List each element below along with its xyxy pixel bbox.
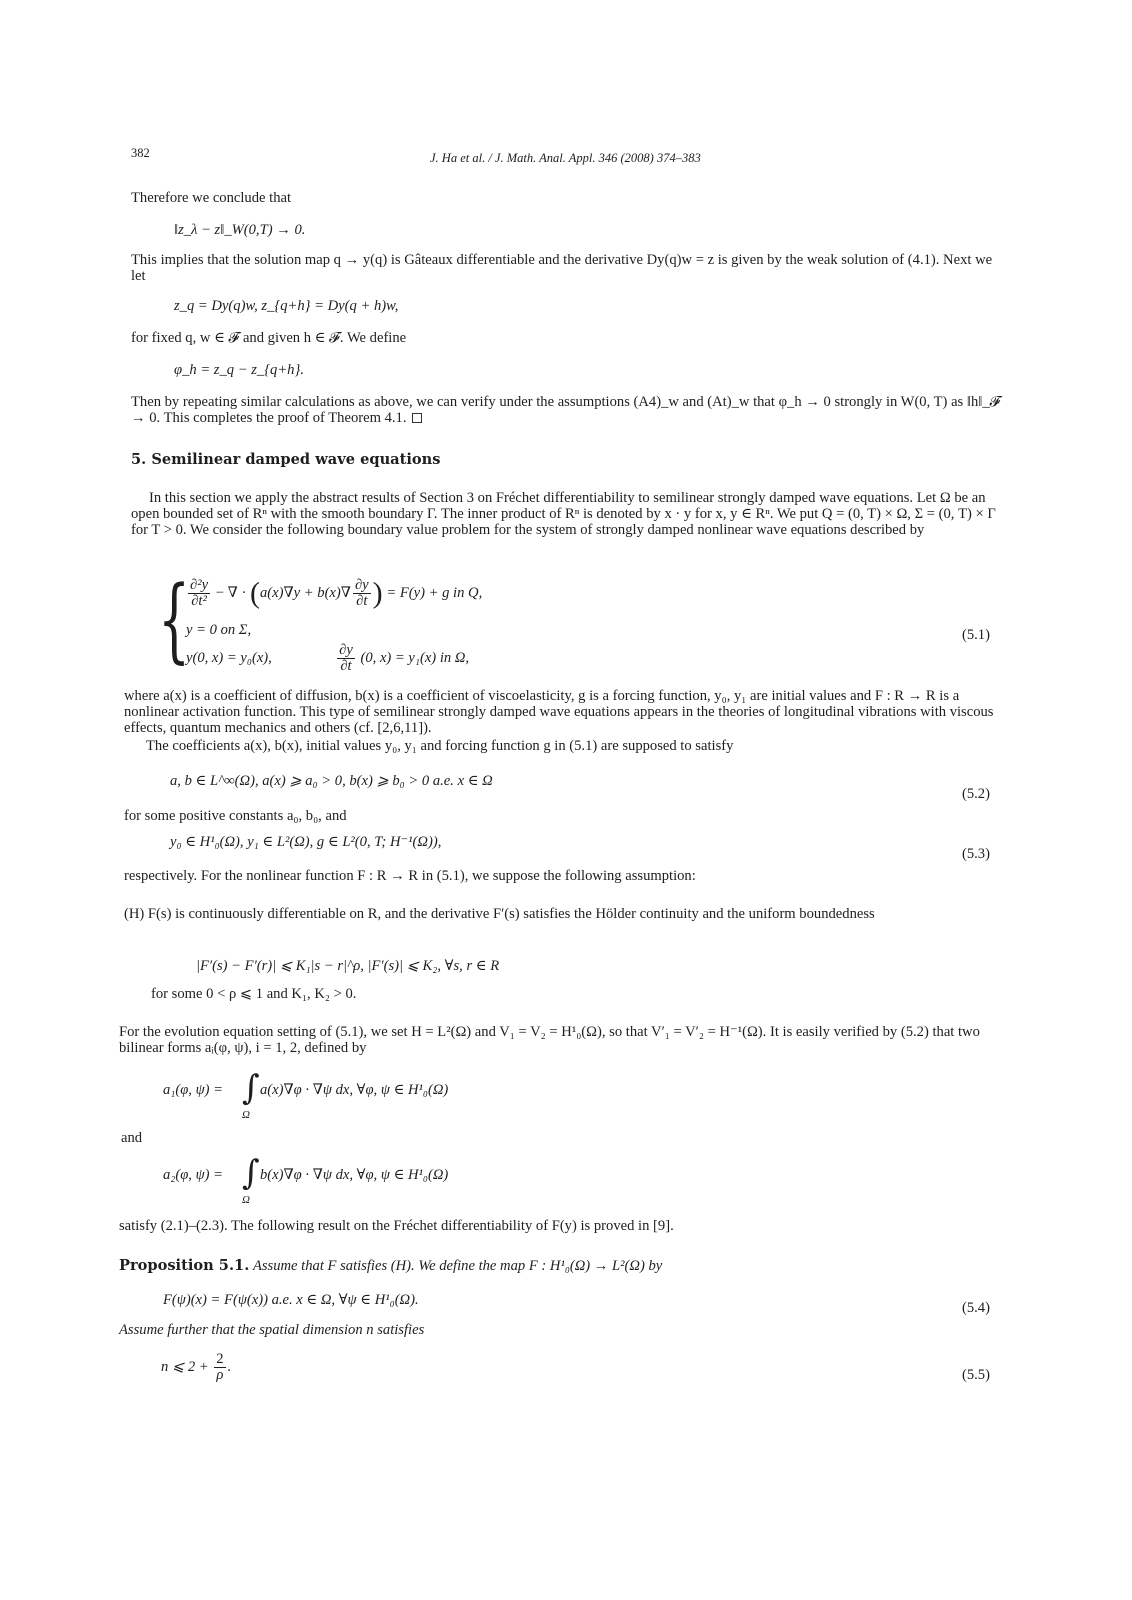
equation: z_q = Dy(q)w, z_{q+h} = Dy(q + h)w, bbox=[174, 298, 399, 314]
paragraph: and bbox=[121, 1130, 143, 1146]
integral-sign: ∫ bbox=[242, 1068, 260, 1108]
paragraph: for some positive constants a₀, b₀, and bbox=[124, 808, 347, 824]
paragraph: respectively. For the nonlinear function F : R → R in (5.1), we suppose the following assumption: bbox=[124, 868, 696, 884]
system-line-2: y = 0 on Σ, bbox=[186, 622, 252, 638]
paragraph-text: Then by repeating similar calculations as above, we can verify under the assumptions (A4)_w and (At)_w that φ_h → 0 strongly in W(0, T) as ‖h‖_𝓕 → 0. This completes the proof of Theorem 4.1. bbox=[131, 394, 1001, 426]
equation-number: (5.5) bbox=[962, 1367, 990, 1383]
equation-lhs: a₁(φ, ψ) = bbox=[163, 1082, 224, 1098]
system-line-1: $\frac{\text{∂²y}}{\text{∂t²}}$ − ∇ · (a(x)∇y + b(x)∇ $\frac{\partial y}{\partial t}$ ) = F(y) + g in Q, bbox=[190, 576, 483, 610]
paragraph: This implies that the solution map q → y(q) is Gâteaux differentiable and the derivative Dy(q)w = z is given by the weak solution of (4.1). Next we let bbox=[131, 252, 993, 284]
equation-rhs: a(x)∇φ · ∇ψ dx, ∀φ, ψ ∈ H¹₀(Ω) bbox=[260, 1082, 449, 1098]
equation: |F′(s) − F′(r)| ⩽ K₁|s − r|^ρ, |F′(s)| ⩽ K₂, ∀s, r ∈ R bbox=[196, 958, 500, 974]
assumption-h: (H) F(s) is continuously differentiable on R, and the derivative F′(s) satisfies the Hölder continuity and the uniform boundedness bbox=[124, 906, 875, 922]
paragraph: In this section we apply the abstract results of Section 3 on Fréchet differentiability to semilinear strongly damped wave equations. Let Ω be an open bounded set of Rⁿ with the smooth boundary Γ. The inner product of Rⁿ is denoted by x · y for x, y ∈ Rⁿ. We put Q = (0, T) × Ω, Σ = (0, T) × Γ for T > 0. We consider the following boundary value problem for the system of strongly damped nonlinear wave equations described by bbox=[131, 490, 996, 538]
paragraph: for some 0 < ρ ⩽ 1 and K₁, K₂ > 0. bbox=[151, 986, 357, 1002]
paragraph: The coefficients a(x), b(x), initial values y₀, y₁ and forcing function g in (5.1) are supposed to satisfy bbox=[146, 738, 734, 754]
page-number: 382 bbox=[131, 146, 150, 160]
equation-number: (5.4) bbox=[962, 1300, 990, 1316]
equation-number: (5.2) bbox=[962, 786, 990, 802]
fraction: $\frac{2}{\rho}$ bbox=[216, 1351, 224, 1383]
equation: y₀ ∈ H¹₀(Ω), y₁ ∈ L²(Ω), g ∈ L²(0, T; H⁻¹(Ω)), bbox=[170, 834, 442, 850]
equation-lhs: a₂(φ, ψ) = bbox=[163, 1167, 224, 1183]
integral-domain: Ω bbox=[242, 1109, 250, 1121]
left-brace: { bbox=[158, 566, 191, 673]
proposition-label: Proposition 5.1. bbox=[119, 1257, 250, 1274]
equation-rhs: b(x)∇φ · ∇ψ dx, ∀φ, ψ ∈ H¹₀(Ω) bbox=[260, 1167, 449, 1183]
equation: ‖z_λ − z‖_W(0,T) → 0. bbox=[174, 222, 306, 238]
paragraph: for fixed q, w ∈ 𝓕 and given h ∈ 𝓕. We define bbox=[131, 330, 407, 346]
equation: a, b ∈ L^∞(Ω), a(x) ⩾ a₀ > 0, b(x) ⩾ b₀ > 0 a.e. x ∈ Ω bbox=[170, 773, 493, 789]
section-title: 5. Semilinear damped wave equations bbox=[131, 451, 441, 468]
equation-number: (5.3) bbox=[962, 846, 990, 862]
proposition-text: Assume further that the spatial dimension n satisfies bbox=[119, 1322, 425, 1338]
integral-sign: ∫ bbox=[242, 1153, 260, 1193]
equation: φ_h = z_q − z_{q+h}. bbox=[174, 362, 304, 378]
proposition bbox=[119, 1258, 662, 1274]
running-title: J. Ha et al. / J. Math. Anal. Appl. 346 (2008) 374–383 bbox=[430, 151, 701, 165]
fraction: $\frac{\partial y}{\partial t}$ bbox=[354, 577, 369, 609]
paragraph bbox=[131, 394, 1001, 426]
system-line-3: y(0, x) = y₀(x), $\frac{\partial y}{\partial t}$ (0, x) = y₁(x) in Ω, bbox=[186, 642, 470, 674]
integral-domain: Ω bbox=[242, 1194, 250, 1206]
equation: F(ψ)(x) = F(ψ(x)) a.e. x ∈ Ω, ∀ψ ∈ H¹₀(Ω). bbox=[163, 1292, 419, 1308]
equation: n ⩽ 2 + $\frac{2}{\rho}$ . bbox=[161, 1351, 232, 1383]
paragraph: For the evolution equation setting of (5.1), we set H = L²(Ω) and V₁ = V₂ = H¹₀(Ω), so that V′₁ = V′₂ = H⁻¹(Ω). It is easily verified by (5.2) that two bilinear forms aᵢ(φ, ψ), i = 1, 2, defined by bbox=[119, 1024, 980, 1056]
paragraph: satisfy (2.1)–(2.3). The following result on the Fréchet differentiability of F(y) is proved in [9]. bbox=[119, 1218, 674, 1234]
qed-icon bbox=[412, 413, 422, 423]
equation-number: (5.1) bbox=[962, 627, 990, 643]
paragraph: where a(x) is a coefficient of diffusion, b(x) is a coefficient of viscoelasticity, g is a forcing function, y₀, y₁ are initial values and F : R → R is a nonlinear activation function. This type of semilinear strongly damped wave equations appears in the theories of longitudinal vibrations with viscous effects, quantum mechanics and others (cf. [2,6,11]). bbox=[124, 688, 994, 736]
paragraph: Therefore we conclude that bbox=[131, 190, 292, 206]
proposition-text: Assume that F satisfies (H). We define the map F : H¹₀(Ω) → L²(Ω) by bbox=[252, 1258, 663, 1274]
fraction: $\frac{\partial y}{\partial t}$ bbox=[339, 642, 353, 674]
fraction: $\frac{\text{∂²y}}{\text{∂t²}}$ bbox=[190, 577, 209, 609]
